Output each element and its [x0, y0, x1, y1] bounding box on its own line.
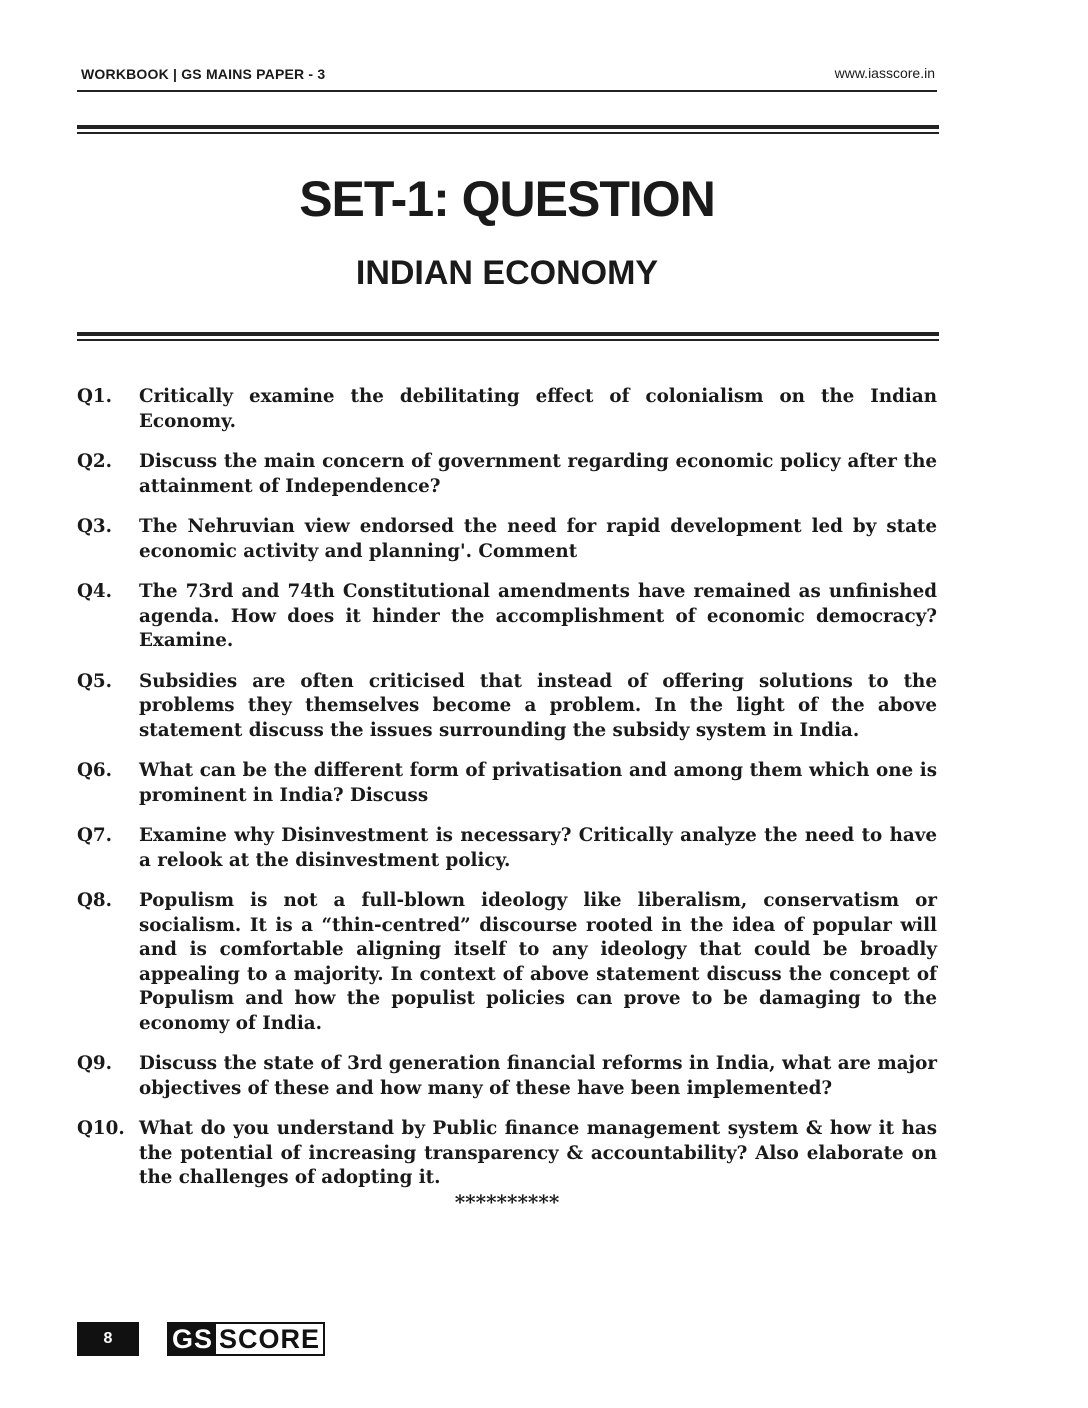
running-header	[77, 62, 937, 92]
logo-gs-part: GS	[169, 1324, 216, 1354]
page-subtitle: INDIAN ECONOMY	[355, 254, 659, 292]
end-separator-stars: **********	[454, 1190, 560, 1214]
header-website: www.iasscore.in	[834, 65, 935, 81]
question-item	[77, 385, 937, 434]
header-workbook-title: WORKBOOK | GS MAINS PAPER - 3	[81, 66, 326, 82]
top-double-rule	[77, 125, 939, 134]
bottom-double-rule	[77, 332, 939, 341]
question-number: Q1.	[77, 386, 113, 407]
question-text: Discuss the main concern of government regarding economic policy after the attainment of Independence?	[139, 451, 937, 497]
question-item	[77, 889, 937, 1036]
question-text: Discuss the state of 3rd generation financial reforms in India, what are major objectives of these and how many of these have been implemented?	[139, 1053, 937, 1099]
question-text: The 73rd and 74th Constitutional amendments have remained as unfinished agenda. How does it hinder the accomplishment of economic democracy? Examine.	[139, 581, 937, 651]
question-text: What can be the different form of privatisation and among them which one is prominent in India? Discuss	[139, 760, 937, 806]
question-number: Q10.	[77, 1118, 125, 1139]
question-list	[77, 385, 937, 1207]
question-number: Q8.	[77, 890, 113, 911]
question-number: Q5.	[77, 670, 113, 692]
question-text: Subsidies are often criticised that instead of offering solutions to the problems they themselves become a problem. In the light of the above statement discuss the issues surrounding the subsidy system in India.	[139, 670, 937, 741]
question-number: Q4.	[77, 581, 113, 602]
question-text: The Nehruvian view endorsed the need for rapid development led by state economic activity and planning'. Comment	[139, 516, 937, 562]
question-number: Q7.	[77, 825, 113, 846]
question-text: What do you understand by Public finance management system & how it has the potential of increasing transparency & accountability? Also elaborate on the challenges of adopting it.	[139, 1118, 937, 1188]
question-text: Examine why Disinvestment is necessary? Critically analyze the need to have a relook at the disinvestment policy.	[139, 825, 937, 871]
question-text: Critically examine the debilitating effect of colonialism on the Indian Economy.	[139, 386, 937, 432]
page-title: SET-1: QUESTION	[299, 171, 715, 227]
page-footer	[77, 1322, 377, 1356]
question-item	[77, 450, 937, 499]
question-number: Q6.	[77, 760, 113, 781]
question-item	[77, 759, 937, 808]
gs-score-logo	[167, 1322, 325, 1356]
question-item	[77, 670, 937, 744]
page-number: 8	[77, 1322, 139, 1356]
question-number: Q3.	[77, 516, 113, 537]
question-number: Q9.	[77, 1053, 113, 1074]
question-item	[77, 580, 937, 654]
question-item	[77, 515, 937, 564]
question-item	[77, 1117, 937, 1191]
question-item	[77, 824, 937, 873]
question-text: Populism is not a full-blown ideology like liberalism, conservatism or socialism. It is a “thin-centred” discourse rooted in the idea of popular will and is comfortable aligning itself to any ideology that could be broadly appealing to a majority. In context of above statement discuss the concept of Populism and how the populist policies can prove to be damaging to the economy of India.	[139, 890, 937, 1034]
question-item	[77, 1052, 937, 1101]
logo-score-part: SCORE	[219, 1324, 321, 1354]
question-number: Q2.	[77, 451, 113, 472]
